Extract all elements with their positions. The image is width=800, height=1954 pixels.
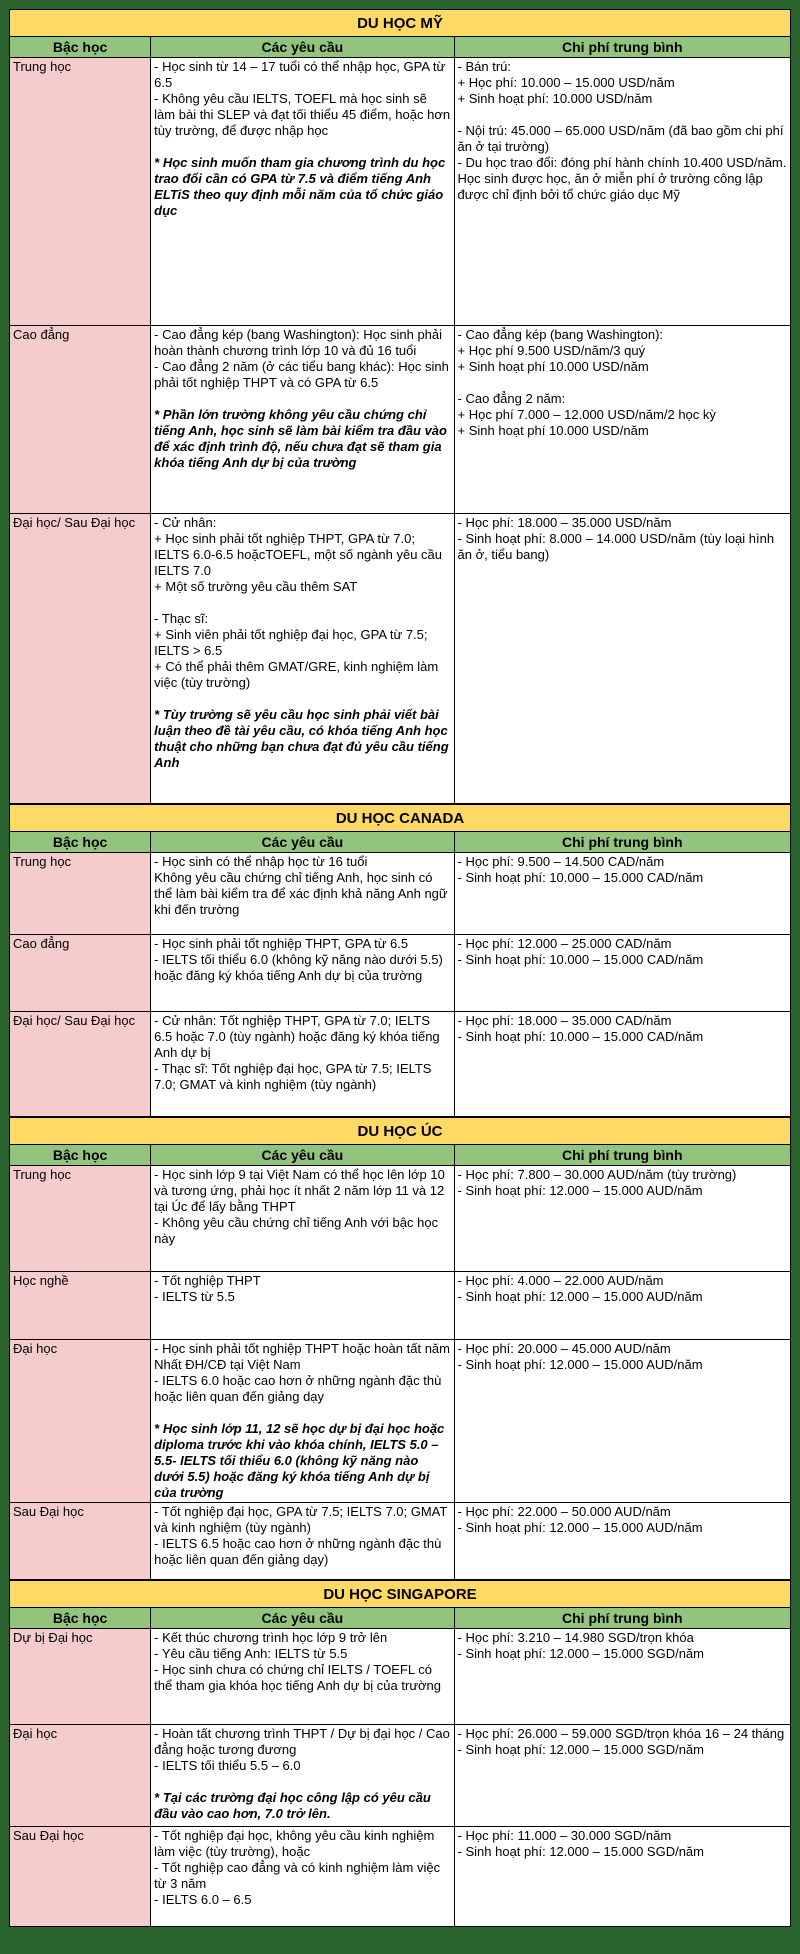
text-line: + Học phí: 10.000 – 15.000 USD/năm — [457, 75, 675, 90]
table-row — [10, 1827, 791, 1927]
text-line: - Học phí: 11.000 – 30.000 SGD/năm — [457, 1828, 672, 1843]
spacer-line — [154, 595, 450, 611]
text-line: + Sinh hoạt phí: 10.000 USD/năm — [457, 91, 653, 106]
level-cell: Dự bị Đại học — [10, 1629, 151, 1725]
requirements-cell — [151, 1503, 454, 1580]
column-header-1: Các yêu cầu — [151, 1608, 454, 1629]
costs-cell — [454, 326, 790, 514]
text-line: - Sinh hoạt phí: 10.000 – 15.000 CAD/năm — [457, 1029, 704, 1044]
requirements-cell — [151, 1272, 454, 1340]
column-header-2: Chi phí trung bình — [454, 1145, 790, 1166]
costs-cell — [454, 1012, 790, 1117]
text-line: - Thạc sĩ: Tốt nghiệp đại học, GPA từ 7.5; IELTS 7.0; GMAT và kinh nghiệm (tùy ngành) — [154, 1061, 432, 1092]
spacer-line — [154, 391, 450, 407]
column-header-1: Các yêu cầu — [151, 832, 454, 853]
text-line: - Sinh hoạt phí: 12.000 – 15.000 SGD/năm — [457, 1646, 704, 1661]
spacer-line — [154, 139, 450, 155]
text-line: - Học phí: 4.000 – 22.000 AUD/năm — [457, 1273, 664, 1288]
text-line: - Du học trao đổi: đóng phí hành chính 10.400 USD/năm. Học sinh được học, ăn ở miễn phí ở trường công lập được chỉ định bởi tổ chức giáo dục Mỹ — [457, 155, 787, 202]
text-line: - Hoàn tất chương trình THPT / Dự bị đại học / Cao đẳng hoặc tương đương — [154, 1726, 450, 1757]
table-row — [10, 326, 791, 514]
requirements-cell — [151, 1340, 454, 1503]
table-row — [10, 1629, 791, 1725]
text-line: - Cao đẳng 2 năm: — [457, 391, 566, 406]
column-header-2: Chi phí trung bình — [454, 832, 790, 853]
text-line: - Cao đẳng kép (bang Washington): — [457, 327, 664, 342]
text-line: - Học phí: 12.000 – 25.000 CAD/năm — [457, 936, 672, 951]
section-title: DU HỌC SINGAPORE — [10, 1581, 791, 1608]
requirements-cell — [151, 326, 454, 514]
text-line: + Sinh hoạt phí 10.000 USD/năm — [457, 423, 649, 438]
level-cell: Đại học — [10, 1725, 151, 1827]
column-header-2: Chi phí trung bình — [454, 1608, 790, 1629]
text-line: - Yêu cầu tiếng Anh: IELTS từ 5.5 — [154, 1646, 348, 1661]
text-line: - Học sinh phải tốt nghiệp THPT, GPA từ 6.5 — [154, 936, 409, 951]
text-line: - IELTS tối thiểu 5.5 – 6.0 — [154, 1758, 301, 1773]
text-line: - Cử nhân: — [154, 515, 217, 530]
level-cell: Trung học — [10, 58, 151, 326]
table-row — [10, 1725, 791, 1827]
text-line: - IELTS 6.0 – 6.5 — [154, 1892, 252, 1907]
costs-cell — [454, 1629, 790, 1725]
level-cell: Đại học/ Sau Đại học — [10, 514, 151, 804]
text-line: - Sinh hoạt phí: 12.000 – 15.000 SGD/năm — [457, 1844, 704, 1859]
text-line: - Sinh hoạt phí: 12.000 – 15.000 AUD/năm — [457, 1289, 703, 1304]
column-header-0: Bậc học — [10, 1145, 151, 1166]
note-line: * Tùy trường sẽ yêu cầu học sinh phải viết bài luận theo đề tài yêu cầu, có khóa tiếng Anh học thuật cho những bạn chưa đạt đủ yêu cầu tiếng Anh — [154, 707, 449, 770]
text-line: - Học sinh phải tốt nghiệp THPT hoặc hoàn tất năm Nhất ĐH/CĐ tại Việt Nam — [154, 1341, 450, 1372]
text-line: - Học phí: 22.000 – 50.000 AUD/năm — [457, 1504, 671, 1519]
text-line: - IELTS tối thiểu 6.0 (không kỹ năng nào dưới 5.5) hoặc đăng ký khóa tiếng Anh dự bị của trường — [154, 952, 443, 983]
column-header-2: Chi phí trung bình — [454, 37, 790, 58]
text-line: - Sinh hoạt phí: 12.000 – 15.000 SGD/năm — [457, 1742, 704, 1757]
spacer-line — [154, 1405, 450, 1421]
text-line: - Sinh hoạt phí: 12.000 – 15.000 AUD/năm — [457, 1357, 703, 1372]
text-line: - Học phí: 20.000 – 45.000 AUD/năm — [457, 1341, 671, 1356]
requirements-cell — [151, 1629, 454, 1725]
costs-cell — [454, 1340, 790, 1503]
level-cell: Đại học — [10, 1340, 151, 1503]
text-line: - Học sinh chưa có chứng chỉ IELTS / TOEFL có thể tham gia khóa học tiếng Anh dự bị của trường — [154, 1662, 442, 1693]
requirements-cell — [151, 853, 454, 935]
section-table — [9, 804, 791, 1117]
table-row — [10, 1340, 791, 1503]
text-line: - Học phí: 7.800 – 30.000 AUD/năm (tùy trường) — [457, 1167, 737, 1182]
text-line: - Cử nhân: Tốt nghiệp THPT, GPA từ 7.0; IELTS 6.5 hoặc 7.0 (tùy ngành) hoặc đăng ký khóa tiếng Anh dự bị — [154, 1013, 440, 1060]
section-table — [9, 9, 791, 804]
text-line: - Không yêu cầu chứng chỉ tiếng Anh với bậc học này — [154, 1215, 439, 1246]
table-row — [10, 853, 791, 935]
column-header-1: Các yêu cầu — [151, 37, 454, 58]
costs-cell — [454, 1827, 790, 1927]
note-line: * Học sinh muốn tham gia chương trình du học trao đổi cần có GPA từ 7.5 và điểm tiếng Anh ELTiS theo quy định mỗi năm của tổ chức giáo dục — [154, 155, 446, 218]
requirements-cell — [151, 58, 454, 326]
text-line: + Sinh hoạt phí 10.000 USD/năm — [457, 359, 649, 374]
costs-cell — [454, 935, 790, 1012]
text-line: - Sinh hoạt phí: 12.000 – 15.000 AUD/năm — [457, 1520, 703, 1535]
level-cell: Cao đẳng — [10, 326, 151, 514]
costs-cell — [454, 58, 790, 326]
text-line: - Cao đẳng 2 năm (ở các tiểu bang khác): Học sinh phải tốt nghiệp THPT và có GPA từ 6.5 — [154, 359, 449, 390]
text-line: - Sinh hoạt phí: 12.000 – 15.000 AUD/năm — [457, 1183, 703, 1198]
text-line: - IELTS từ 5.5 — [154, 1289, 235, 1304]
requirements-cell — [151, 1166, 454, 1272]
table-row — [10, 1503, 791, 1580]
requirements-cell — [151, 1012, 454, 1117]
table-row — [10, 935, 791, 1012]
spacer-line — [154, 1774, 450, 1790]
requirements-cell — [151, 935, 454, 1012]
text-line: Không yêu cầu chứng chỉ tiếng Anh, học sinh có thể làm bài kiểm tra để xác định khả năng Anh ngữ khi đến trường — [154, 870, 448, 917]
table-row — [10, 1272, 791, 1340]
spacer-line — [458, 107, 787, 123]
spacer-line — [154, 691, 450, 707]
column-header-1: Các yêu cầu — [151, 1145, 454, 1166]
level-cell: Đại học/ Sau Đại học — [10, 1012, 151, 1117]
costs-cell — [454, 1272, 790, 1340]
table-row — [10, 514, 791, 804]
costs-cell — [454, 853, 790, 935]
column-header-0: Bậc học — [10, 1608, 151, 1629]
note-line: * Học sinh lớp 11, 12 sẽ học dự bị đại học hoặc diploma trước khi vào khóa chính, IELTS 5.0 – 5.5- IELTS tối thiểu 6.0 (không kỹ năng nào dưới 5.5) hoặc đăng ký khóa tiếng Anh dự bị của trường — [154, 1421, 445, 1500]
table-row — [10, 1012, 791, 1117]
level-cell: Học nghề — [10, 1272, 151, 1340]
section-title: DU HỌC MỸ — [10, 10, 791, 37]
text-line: - Học sinh từ 14 – 17 tuổi có thể nhập học, GPA từ 6.5 — [154, 59, 446, 90]
level-cell: Sau Đại học — [10, 1827, 151, 1927]
requirements-cell — [151, 1725, 454, 1827]
text-line: - IELTS 6.0 hoặc cao hơn ở những ngành đặc thù hoặc liên quan đến giảng dạy — [154, 1373, 442, 1404]
text-line: - Sinh hoạt phí: 10.000 – 15.000 CAD/năm — [457, 952, 704, 967]
text-line: - Học phí: 18.000 – 35.000 CAD/năm — [457, 1013, 672, 1028]
level-cell: Sau Đại học — [10, 1503, 151, 1580]
requirements-cell — [151, 514, 454, 804]
text-line: - Tốt nghiệp THPT — [154, 1273, 261, 1288]
section-table — [9, 1580, 791, 1927]
column-header-0: Bậc học — [10, 37, 151, 58]
level-cell: Trung học — [10, 1166, 151, 1272]
text-line: - Tốt nghiệp đại học, GPA từ 7.5; IELTS 7.0; GMAT và kinh nghiệm (tùy ngành) — [154, 1504, 448, 1535]
section-table — [9, 1117, 791, 1580]
text-line: + Học phí 9.500 USD/năm/3 quý — [457, 343, 646, 358]
costs-cell — [454, 1725, 790, 1827]
text-line: - Học phí: 3.210 – 14.980 SGD/trọn khóa — [457, 1630, 694, 1645]
text-line: - Tốt nghiệp đại học, không yêu cầu kinh nghiệm làm việc (tùy trường), hoặc — [154, 1828, 435, 1859]
table-row — [10, 1166, 791, 1272]
text-line: + Sinh viên phải tốt nghiệp đại học, GPA từ 7.5; IELTS > 6.5 — [154, 627, 428, 658]
text-line: + Học phí 7.000 – 12.000 USD/năm/2 học kỳ — [457, 407, 716, 422]
text-line: - Học phí: 18.000 – 35.000 USD/năm — [457, 515, 672, 530]
text-line: - Sinh hoạt phí: 10.000 – 15.000 CAD/năm — [457, 870, 704, 885]
note-line: * Phần lớn trường không yêu cầu chứng chỉ tiếng Anh, học sinh sẽ làm bài kiểm tra đầu vào để xác định trình độ, nếu chưa đạt sẽ tham gia khóa tiếng Anh dự bị của trường — [154, 407, 447, 470]
costs-cell — [454, 514, 790, 804]
text-line: - Bán trú: — [457, 59, 512, 74]
text-line: - Kết thúc chương trình học lớp 9 trở lên — [154, 1630, 388, 1645]
column-header-0: Bậc học — [10, 832, 151, 853]
text-line: - Tốt nghiệp cao đẳng và có kinh nghiệm làm việc từ 3 năm — [154, 1860, 441, 1891]
text-line: - Học phí: 9.500 – 14.500 CAD/năm — [457, 854, 665, 869]
text-line: + Một số trường yêu cầu thêm SAT — [154, 579, 358, 594]
costs-cell — [454, 1166, 790, 1272]
note-line: * Tại các trường đại học công lập có yêu cầu đầu vào cao hơn, 7.0 trở lên. — [154, 1790, 431, 1821]
level-cell: Trung học — [10, 853, 151, 935]
text-line: - Học sinh lớp 9 tại Việt Nam có thể học lên lớp 10 và tương ứng, phải học ít nhất 2 năm lớp 11 và 12 tại Úc để lấy bằng THPT — [154, 1167, 445, 1214]
level-cell: Cao đẳng — [10, 935, 151, 1012]
section-title: DU HỌC CANADA — [10, 805, 791, 832]
costs-cell — [454, 1503, 790, 1580]
text-line: - Nội trú: 45.000 – 65.000 USD/năm (đã bao gồm chi phí ăn ở tại trường) — [457, 123, 784, 154]
requirements-cell — [151, 1827, 454, 1927]
spacer-line — [458, 375, 787, 391]
text-line: + Học sinh phải tốt nghiệp THPT, GPA từ 7.0; IELTS 6.0-6.5 hoặcTOEFL, một số ngành yêu cầu IELTS 7.0 — [154, 531, 443, 578]
text-line: - Cao đẳng kép (bang Washington): Học sinh phải hoàn thành chương trình lớp 10 và đủ 16 tuổi — [154, 327, 443, 358]
text-line: - IELTS 6.5 hoặc cao hơn ở những ngành đặc thù hoặc liên quan đến giảng dạy) — [154, 1536, 442, 1567]
text-line: - Học sinh có thể nhập học từ 16 tuổi — [154, 854, 368, 869]
text-line: - Thạc sĩ: — [154, 611, 209, 626]
text-line: - Không yêu cầu IELTS, TOEFL mà học sinh sẽ làm bài thi SLEP và đạt tối thiểu 45 điểm, hoặc hơn tùy trường, để được nhập học — [154, 91, 451, 138]
text-line: + Có thể phải thêm GMAT/GRE, kinh nghiệm làm việc (tùy trường) — [154, 659, 439, 690]
section-title: DU HỌC ÚC — [10, 1118, 791, 1145]
text-line: - Học phí: 26.000 – 59.000 SGD/trọn khóa 16 – 24 tháng — [457, 1726, 785, 1741]
text-line: - Sinh hoạt phí: 8.000 – 14.000 USD/năm (tùy loại hình ăn ở, tiểu bang) — [457, 531, 775, 562]
table-row — [10, 58, 791, 326]
